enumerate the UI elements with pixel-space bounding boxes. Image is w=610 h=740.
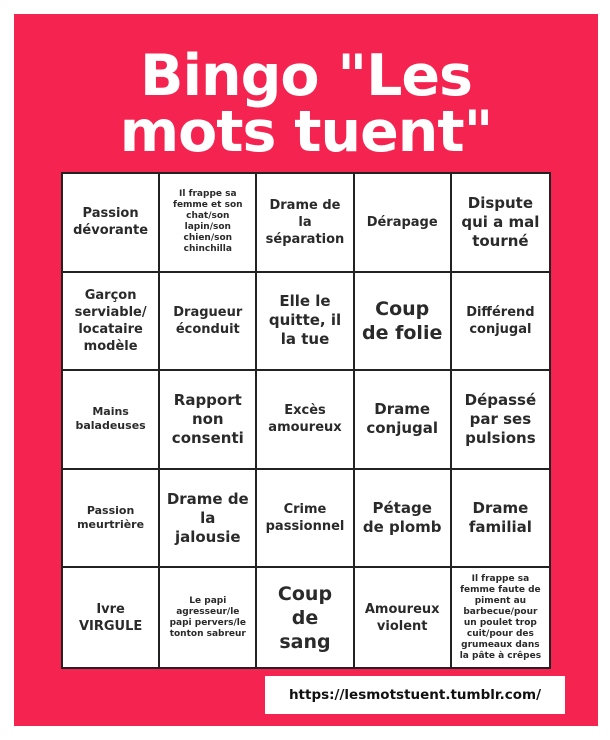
poster-background <box>14 14 598 726</box>
bingo-cell: Passion dévorante <box>63 174 160 273</box>
title-line-1: Bingo "Les <box>140 43 472 109</box>
bingo-cell: Drame de la jalousie <box>160 470 257 569</box>
bingo-cell: Crime passionnel <box>257 470 354 569</box>
bingo-cell: Il frappe sa femme faute de piment au barbecue/pour un poulet trop cuit/pour des grumeaux dans la pâte à crêpes <box>459 573 542 661</box>
bingo-cell: Coup de sang <box>257 568 354 667</box>
bingo-grid <box>61 172 551 669</box>
bingo-cell: Dragueur éconduit <box>160 273 257 372</box>
bingo-cell: Le papi agresseur/le papi pervers/le tonton sabreur <box>160 568 257 667</box>
bingo-cell: Drame de la séparation <box>257 174 354 273</box>
bingo-cell: Passion meurtrière <box>63 470 160 569</box>
bingo-cell: Il frappe sa femme et son chat/son lapin/son chien/son chinchilla <box>160 174 257 273</box>
bingo-cell: Rapport non consenti <box>160 371 257 470</box>
bingo-cell: Amoureux violent <box>355 568 452 667</box>
footer-url-text: https://lesmotstuent.tumblr.com/ <box>288 687 542 703</box>
bingo-cell: Garçon serviable/ locataire modèle <box>63 273 160 372</box>
bingo-cell: Excès amoureux <box>257 371 354 470</box>
footer-url <box>265 676 565 714</box>
bingo-cell: Drame familial <box>452 470 549 569</box>
bingo-cell: Ivre VIRGULE <box>63 568 160 667</box>
bingo-cell: Pétage de plomb <box>355 470 452 569</box>
page-title <box>14 43 598 165</box>
bingo-cell: Coup de folie <box>355 273 452 372</box>
bingo-cell: Drame conjugal <box>355 371 452 470</box>
title-line-2: mots tuent" <box>119 99 493 165</box>
bingo-cell: Dépassé par ses pulsions <box>452 371 549 470</box>
bingo-cell: Mains baladeuses <box>63 371 160 470</box>
bingo-cell: Elle le quitte, il la tue <box>257 273 354 372</box>
bingo-cell: Dérapage <box>355 174 452 273</box>
bingo-cell: Différend conjugal <box>452 273 549 372</box>
bingo-cell: Dispute qui a mal tourné <box>452 174 549 273</box>
